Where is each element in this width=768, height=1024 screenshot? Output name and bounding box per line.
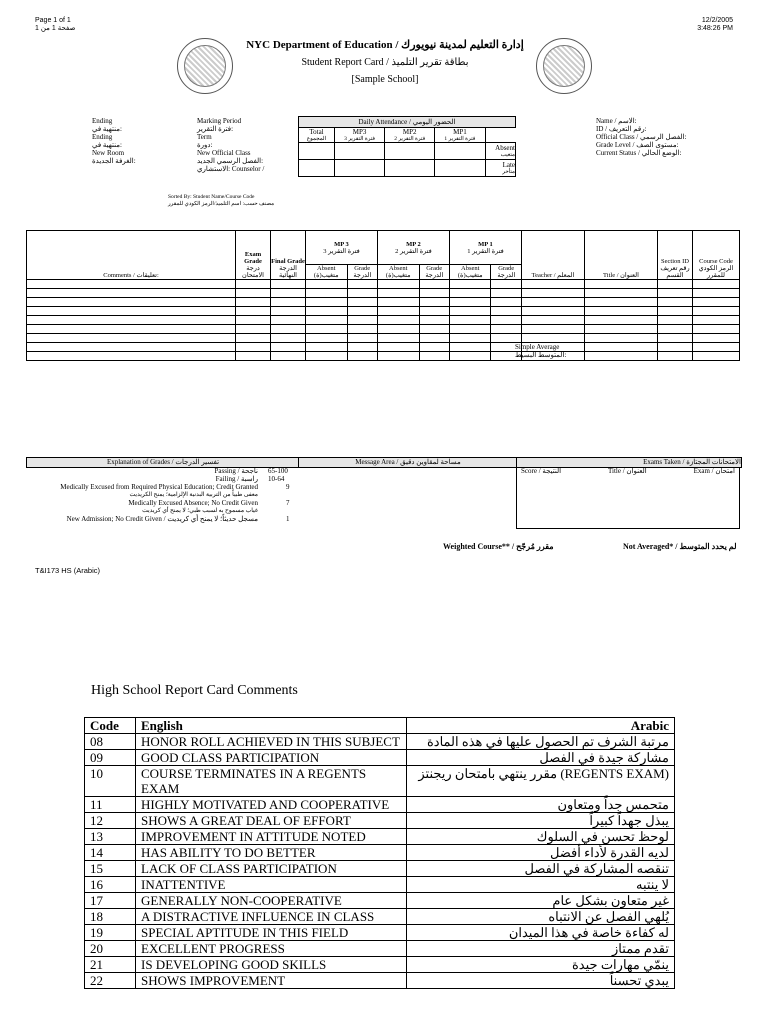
comment-row	[85, 734, 675, 750]
nyc-seal-right	[536, 38, 592, 94]
comments-table	[84, 717, 675, 989]
comment-code: 20	[85, 941, 136, 957]
comment-en: GENERALLY NON-COOPERATIVE	[136, 893, 407, 909]
comment-ar: لا ينتبه	[407, 877, 675, 893]
school-name: [Sample School]	[351, 74, 419, 85]
grade-row	[27, 307, 740, 316]
attendance-title: Daily Attendance / الحضور اليومي	[299, 117, 516, 128]
comment-code: 19	[85, 925, 136, 941]
not-averaged-note: Not Averaged* / لم يحدد المتوسط	[623, 542, 737, 551]
comment-en: EXCELLENT PROGRESS	[136, 941, 407, 957]
comment-ar: مقرر ينتهي بامتحان ريجنتز (REGENTS EXAM)	[407, 766, 675, 797]
sorted-by: Sorted By: Student Name/Course Code مصنف حسب: اسم التلميذ/الرمز الكودي للمقرر	[168, 194, 275, 207]
comments-heading: High School Report Card Comments	[91, 683, 298, 698]
comment-ar: له كفاءة خاصة في هذا الميدان	[407, 925, 675, 941]
grade-row	[27, 289, 740, 298]
grade-row	[27, 280, 740, 289]
comment-code: 12	[85, 813, 136, 829]
attendance-table: Daily Attendance / الحضور اليومي Total المجموع MP3 فترة التقرير 3 MP2 فترة التقرير 2 MP1 فترة التقرير 1 Absent متغيب Late متأخر	[298, 116, 516, 177]
comment-ar: مرتبة الشرف تم الحصول عليها في هذه المادة	[407, 734, 675, 750]
comment-ar: مشاركة جيدة في الفصل	[407, 750, 675, 766]
comment-code: 11	[85, 797, 136, 813]
comment-en: HIGHLY MOTIVATED AND COOPERATIVE	[136, 797, 407, 813]
comment-en: SHOWS IMPROVEMENT	[136, 973, 407, 989]
comment-row	[85, 845, 675, 861]
comment-ar: يبذل جهداً كبيراً	[407, 813, 675, 829]
col-code: Code	[85, 718, 136, 734]
comment-code: 10	[85, 766, 136, 797]
left-info: Ending منتهية في: Marking Period فترة التقرير: Ending منتهية في: Term دورة: New Room الغرفة الجديدة: New Official Class الفصل الرسمي الجديد: الاستشاري: Counselor /	[92, 117, 265, 173]
right-info: Name / الاسم: ID / رقم التعريف: Official Class / الفصل الرسمي: Grade Level / مستوى الصف: Current Status / الوضع الحالي:	[596, 117, 687, 157]
weighted-course-note: Weighted Course** / مقرر مُرجّح	[443, 542, 554, 551]
page-number: Page 1 of 1 صفحة 1 من 1	[35, 17, 76, 32]
comment-en: HAS ABILITY TO DO BETTER	[136, 845, 407, 861]
comment-row	[85, 893, 675, 909]
comment-row	[85, 909, 675, 925]
comment-code: 13	[85, 829, 136, 845]
comment-row	[85, 766, 675, 797]
comment-ar: لوحظ تحسن في السلوك	[407, 829, 675, 845]
comment-ar: تنقصه المشاركة في الفصل	[407, 861, 675, 877]
comment-en: HONOR ROLL ACHIEVED IN THIS SUBJECT	[136, 734, 407, 750]
comment-code: 18	[85, 909, 136, 925]
col-english: English	[136, 718, 407, 734]
comment-ar: يبدي تحسناً	[407, 973, 675, 989]
timestamp: 12/2/2005 3:48:26 PM	[697, 17, 733, 32]
comment-en: SHOWS A GREAT DEAL OF EFFORT	[136, 813, 407, 829]
comment-ar: تقدم ممتاز	[407, 941, 675, 957]
comment-code: 22	[85, 973, 136, 989]
comment-ar: لديه القدرة لأداء أفضل	[407, 845, 675, 861]
comment-en: SPECIAL APTITUDE IN THIS FIELD	[136, 925, 407, 941]
comment-code: 21	[85, 957, 136, 973]
report-header	[240, 38, 530, 85]
grade-row	[27, 298, 740, 307]
comment-row	[85, 877, 675, 893]
grade-row	[27, 343, 740, 352]
comment-ar: يُلهي الفصل عن الانتباه	[407, 909, 675, 925]
comment-row	[85, 797, 675, 813]
comment-en: COURSE TERMINATES IN A REGENTS EXAM	[136, 766, 407, 797]
comment-code: 08	[85, 734, 136, 750]
comment-row	[85, 813, 675, 829]
comment-row	[85, 829, 675, 845]
comment-en: INATTENTIVE	[136, 877, 407, 893]
comment-ar: ينمّي مهارات جيدة	[407, 957, 675, 973]
grade-row	[27, 316, 740, 325]
comment-en: GOOD CLASS PARTICIPATION	[136, 750, 407, 766]
comment-en: A DISTRACTIVE INFLUENCE IN CLASS	[136, 909, 407, 925]
comment-row	[85, 973, 675, 989]
page-title: NYC Department of Education / إدارة التعليم لمدينة نيويورك	[246, 39, 524, 51]
exams-taken-header: Exams Taken / الامتحانات المجتازة	[516, 457, 742, 468]
comment-code: 14	[85, 845, 136, 861]
comment-row	[85, 861, 675, 877]
explanation-header: Explanation of Grades / تفسير الدرجات	[26, 457, 300, 468]
grades-explanation: Passing / ناجحة 65-100 Failing / راسبة 10-64 Medically Excused from Required Physical Education; Credit Granted 9 معفى طبياً من التربية البدنية الإلزامية؛ يمنح الكريديت Medically Excused Absence; No Credit Given 7 غياب مسموح به لسبب طبي؛ لا يمنح أي كريديت New Admission; No Credit Given / مسجل حديثاً؛ لا يمنح أي كريديت 1	[60, 467, 290, 523]
col-arabic: Arabic	[407, 718, 675, 734]
grade-row	[27, 352, 740, 361]
grade-row	[27, 334, 740, 343]
comment-en: IMPROVEMENT IN ATTITUDE NOTED	[136, 829, 407, 845]
comment-code: 17	[85, 893, 136, 909]
form-code: T&I173 HS (Arabic)	[35, 566, 101, 575]
comment-code: 16	[85, 877, 136, 893]
comment-row	[85, 925, 675, 941]
simple-average: Simple Average المتوسط البسيط:	[515, 343, 567, 359]
grades-table: Comments / تعليقات: Exam Grade درجة الامتحان Final Grade الدرجة النهائية MP 3 فترة التقرير 3 MP 2 فترة التقرير 2 MP 1 فترة التقرير 1 Teacher / المعلم Title / العنوان Section ID رقم تعريف القسم Course Code الرمز الكودي للمقرر Absent متغيب(ة) Grade الدرجة Absent متغيب(ة) Grade الدرجة Absent متغيب(ة) Grade الدرجة	[26, 230, 740, 361]
exams-box: Score / النتيجة Title / العنوان Exam / امتحان	[516, 467, 740, 529]
comment-row	[85, 941, 675, 957]
comment-en: IS DEVELOPING GOOD SKILLS	[136, 957, 407, 973]
comment-code: 15	[85, 861, 136, 877]
message-area-header: Message Area / مساحة لمقاوين دقيق	[298, 457, 518, 468]
nyc-seal-left	[177, 38, 233, 94]
comment-row	[85, 957, 675, 973]
grade-row	[27, 325, 740, 334]
comment-ar: غير متعاون بشكل عام	[407, 893, 675, 909]
page-subtitle: Student Report Card / بطاقة تقرير التلميذ	[301, 57, 469, 68]
comment-code: 09	[85, 750, 136, 766]
comment-en: LACK OF CLASS PARTICIPATION	[136, 861, 407, 877]
explanation-section	[26, 457, 740, 531]
comment-ar: متحمس جداً ومتعاون	[407, 797, 675, 813]
comment-row	[85, 750, 675, 766]
